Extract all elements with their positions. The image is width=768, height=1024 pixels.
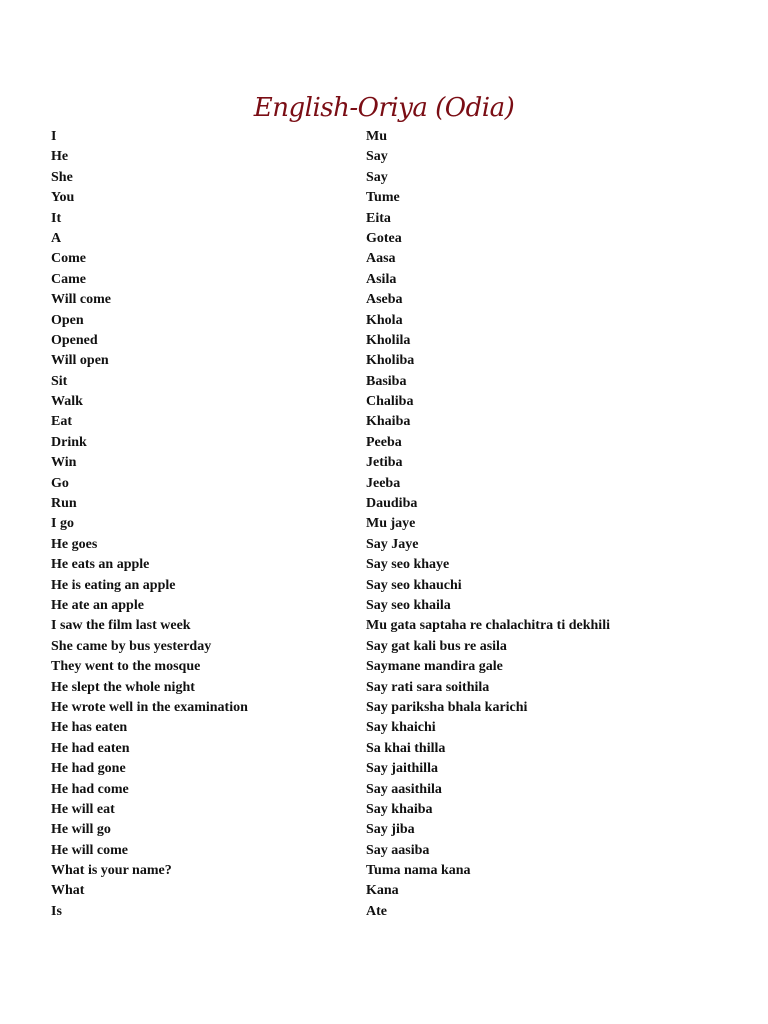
table-row	[51, 494, 691, 514]
english-word: He is eating an apple	[51, 577, 176, 593]
odia-translation: Tuma nama kana	[366, 863, 471, 879]
english-word: He ate an apple	[51, 597, 144, 613]
english-word: He had come	[51, 781, 129, 797]
odia-translation: Say khaichi	[366, 720, 436, 736]
odia-translation: Say rati sara soithila	[366, 679, 490, 695]
english-word: Walk	[51, 394, 83, 410]
odia-translation: Mu jaye	[366, 516, 416, 532]
odia-translation: Eita	[366, 210, 391, 226]
english-word: Sit	[51, 373, 68, 389]
table-row	[51, 392, 691, 412]
odia-translation: Jeeba	[366, 475, 401, 491]
english-word: A	[51, 230, 62, 246]
english-word: She	[51, 169, 73, 185]
table-row	[51, 555, 691, 575]
odia-translation: Asila	[366, 271, 397, 287]
english-word: He had eaten	[51, 740, 130, 756]
table-row	[51, 372, 691, 392]
odia-translation: Khaiba	[366, 414, 411, 430]
english-word: I saw the film last week	[51, 618, 191, 634]
odia-translation: Kholila	[366, 332, 411, 348]
english-word: They went to the mosque	[51, 659, 201, 675]
english-word: He slept the whole night	[51, 679, 195, 695]
english-word: It	[51, 210, 62, 226]
odia-translation: Ate	[366, 903, 387, 919]
odia-translation: Say seo khaye	[366, 557, 450, 573]
odia-translation: Say aasithila	[366, 781, 442, 797]
table-row	[51, 678, 691, 698]
table-row	[51, 351, 691, 371]
odia-translation: Say pariksha bhala karichi	[366, 699, 528, 715]
odia-translation: Mu	[366, 129, 387, 144]
odia-translation: Tume	[366, 190, 400, 206]
english-word: Open	[51, 312, 84, 328]
english-word: Opened	[51, 332, 98, 348]
odia-translation: Say gat kali bus re asila	[366, 638, 507, 654]
english-word: Is	[51, 903, 62, 919]
odia-translation: Kholiba	[366, 353, 415, 369]
table-row	[51, 290, 691, 310]
table-row	[51, 188, 691, 208]
odia-translation: Say	[366, 149, 388, 165]
odia-translation: Sa khai thilla	[366, 740, 446, 756]
odia-translation: Say	[366, 169, 388, 185]
english-word: He will eat	[51, 801, 115, 817]
vocabulary-table	[51, 127, 691, 922]
table-row	[51, 311, 691, 331]
table-row	[51, 331, 691, 351]
table-row	[51, 576, 691, 596]
odia-translation: Kana	[366, 883, 399, 899]
english-word: He has eaten	[51, 720, 128, 736]
table-row	[51, 780, 691, 800]
table-row	[51, 881, 691, 901]
english-word: He had gone	[51, 761, 126, 777]
table-row	[51, 820, 691, 840]
table-row	[51, 637, 691, 657]
english-word: Eat	[51, 414, 72, 430]
english-word: I go	[51, 516, 74, 532]
odia-translation: Saymane mandira gale	[366, 659, 503, 675]
table-row	[51, 800, 691, 820]
table-row	[51, 759, 691, 779]
english-word: What	[51, 883, 85, 899]
english-word: Go	[51, 475, 69, 491]
table-row	[51, 535, 691, 555]
odia-translation: Chaliba	[366, 394, 414, 410]
english-word: Will come	[51, 292, 112, 308]
odia-translation: Say jaithilla	[366, 761, 438, 777]
table-row	[51, 249, 691, 269]
odia-translation: Peeba	[366, 434, 402, 450]
english-word: He will go	[51, 822, 111, 838]
table-row	[51, 147, 691, 167]
english-word: Come	[51, 251, 86, 267]
table-row	[51, 412, 691, 432]
odia-translation: Gotea	[366, 230, 402, 246]
odia-translation: Say seo khaila	[366, 597, 451, 613]
table-row	[51, 596, 691, 616]
table-row	[51, 739, 691, 759]
table-row	[51, 127, 691, 147]
english-word: He will come	[51, 842, 128, 858]
table-row	[51, 168, 691, 188]
table-row	[51, 657, 691, 677]
table-row	[51, 474, 691, 494]
english-word: I	[51, 129, 57, 144]
odia-translation: Say Jaye	[366, 536, 419, 552]
table-row	[51, 841, 691, 861]
odia-translation: Khola	[366, 312, 403, 328]
english-word: Win	[51, 455, 77, 471]
table-row	[51, 453, 691, 473]
english-word: Came	[51, 271, 86, 287]
odia-translation: Daudiba	[366, 496, 418, 512]
english-word: You	[51, 190, 75, 206]
english-word: Run	[51, 496, 77, 512]
english-word: She came by bus yesterday	[51, 638, 212, 654]
english-word: Will open	[51, 353, 109, 369]
table-row	[51, 698, 691, 718]
table-row	[51, 270, 691, 290]
odia-translation: Say khaiba	[366, 801, 433, 817]
odia-translation: Say jiba	[366, 822, 415, 838]
table-row	[51, 718, 691, 738]
page-title: English-Oriya (Odia)	[253, 93, 515, 123]
odia-translation: Mu gata saptaha re chalachitra ti dekhili	[366, 618, 610, 634]
table-row	[51, 861, 691, 881]
english-word: He wrote well in the examination	[51, 699, 248, 715]
english-word: He	[51, 149, 69, 165]
english-word: What is your name?	[51, 863, 172, 879]
table-row	[51, 229, 691, 249]
english-word: He goes	[51, 536, 98, 552]
odia-translation: Basiba	[366, 373, 407, 389]
odia-translation: Aseba	[366, 292, 403, 308]
table-row	[51, 433, 691, 453]
odia-translation: Say seo khauchi	[366, 577, 462, 593]
table-row	[51, 514, 691, 534]
odia-translation: Jetiba	[366, 455, 403, 471]
table-row	[51, 902, 691, 922]
english-word: He eats an apple	[51, 557, 150, 573]
odia-translation: Aasa	[366, 251, 396, 267]
odia-translation: Say aasiba	[366, 842, 430, 858]
table-row	[51, 209, 691, 229]
english-word: Drink	[51, 434, 87, 450]
table-row	[51, 616, 691, 636]
